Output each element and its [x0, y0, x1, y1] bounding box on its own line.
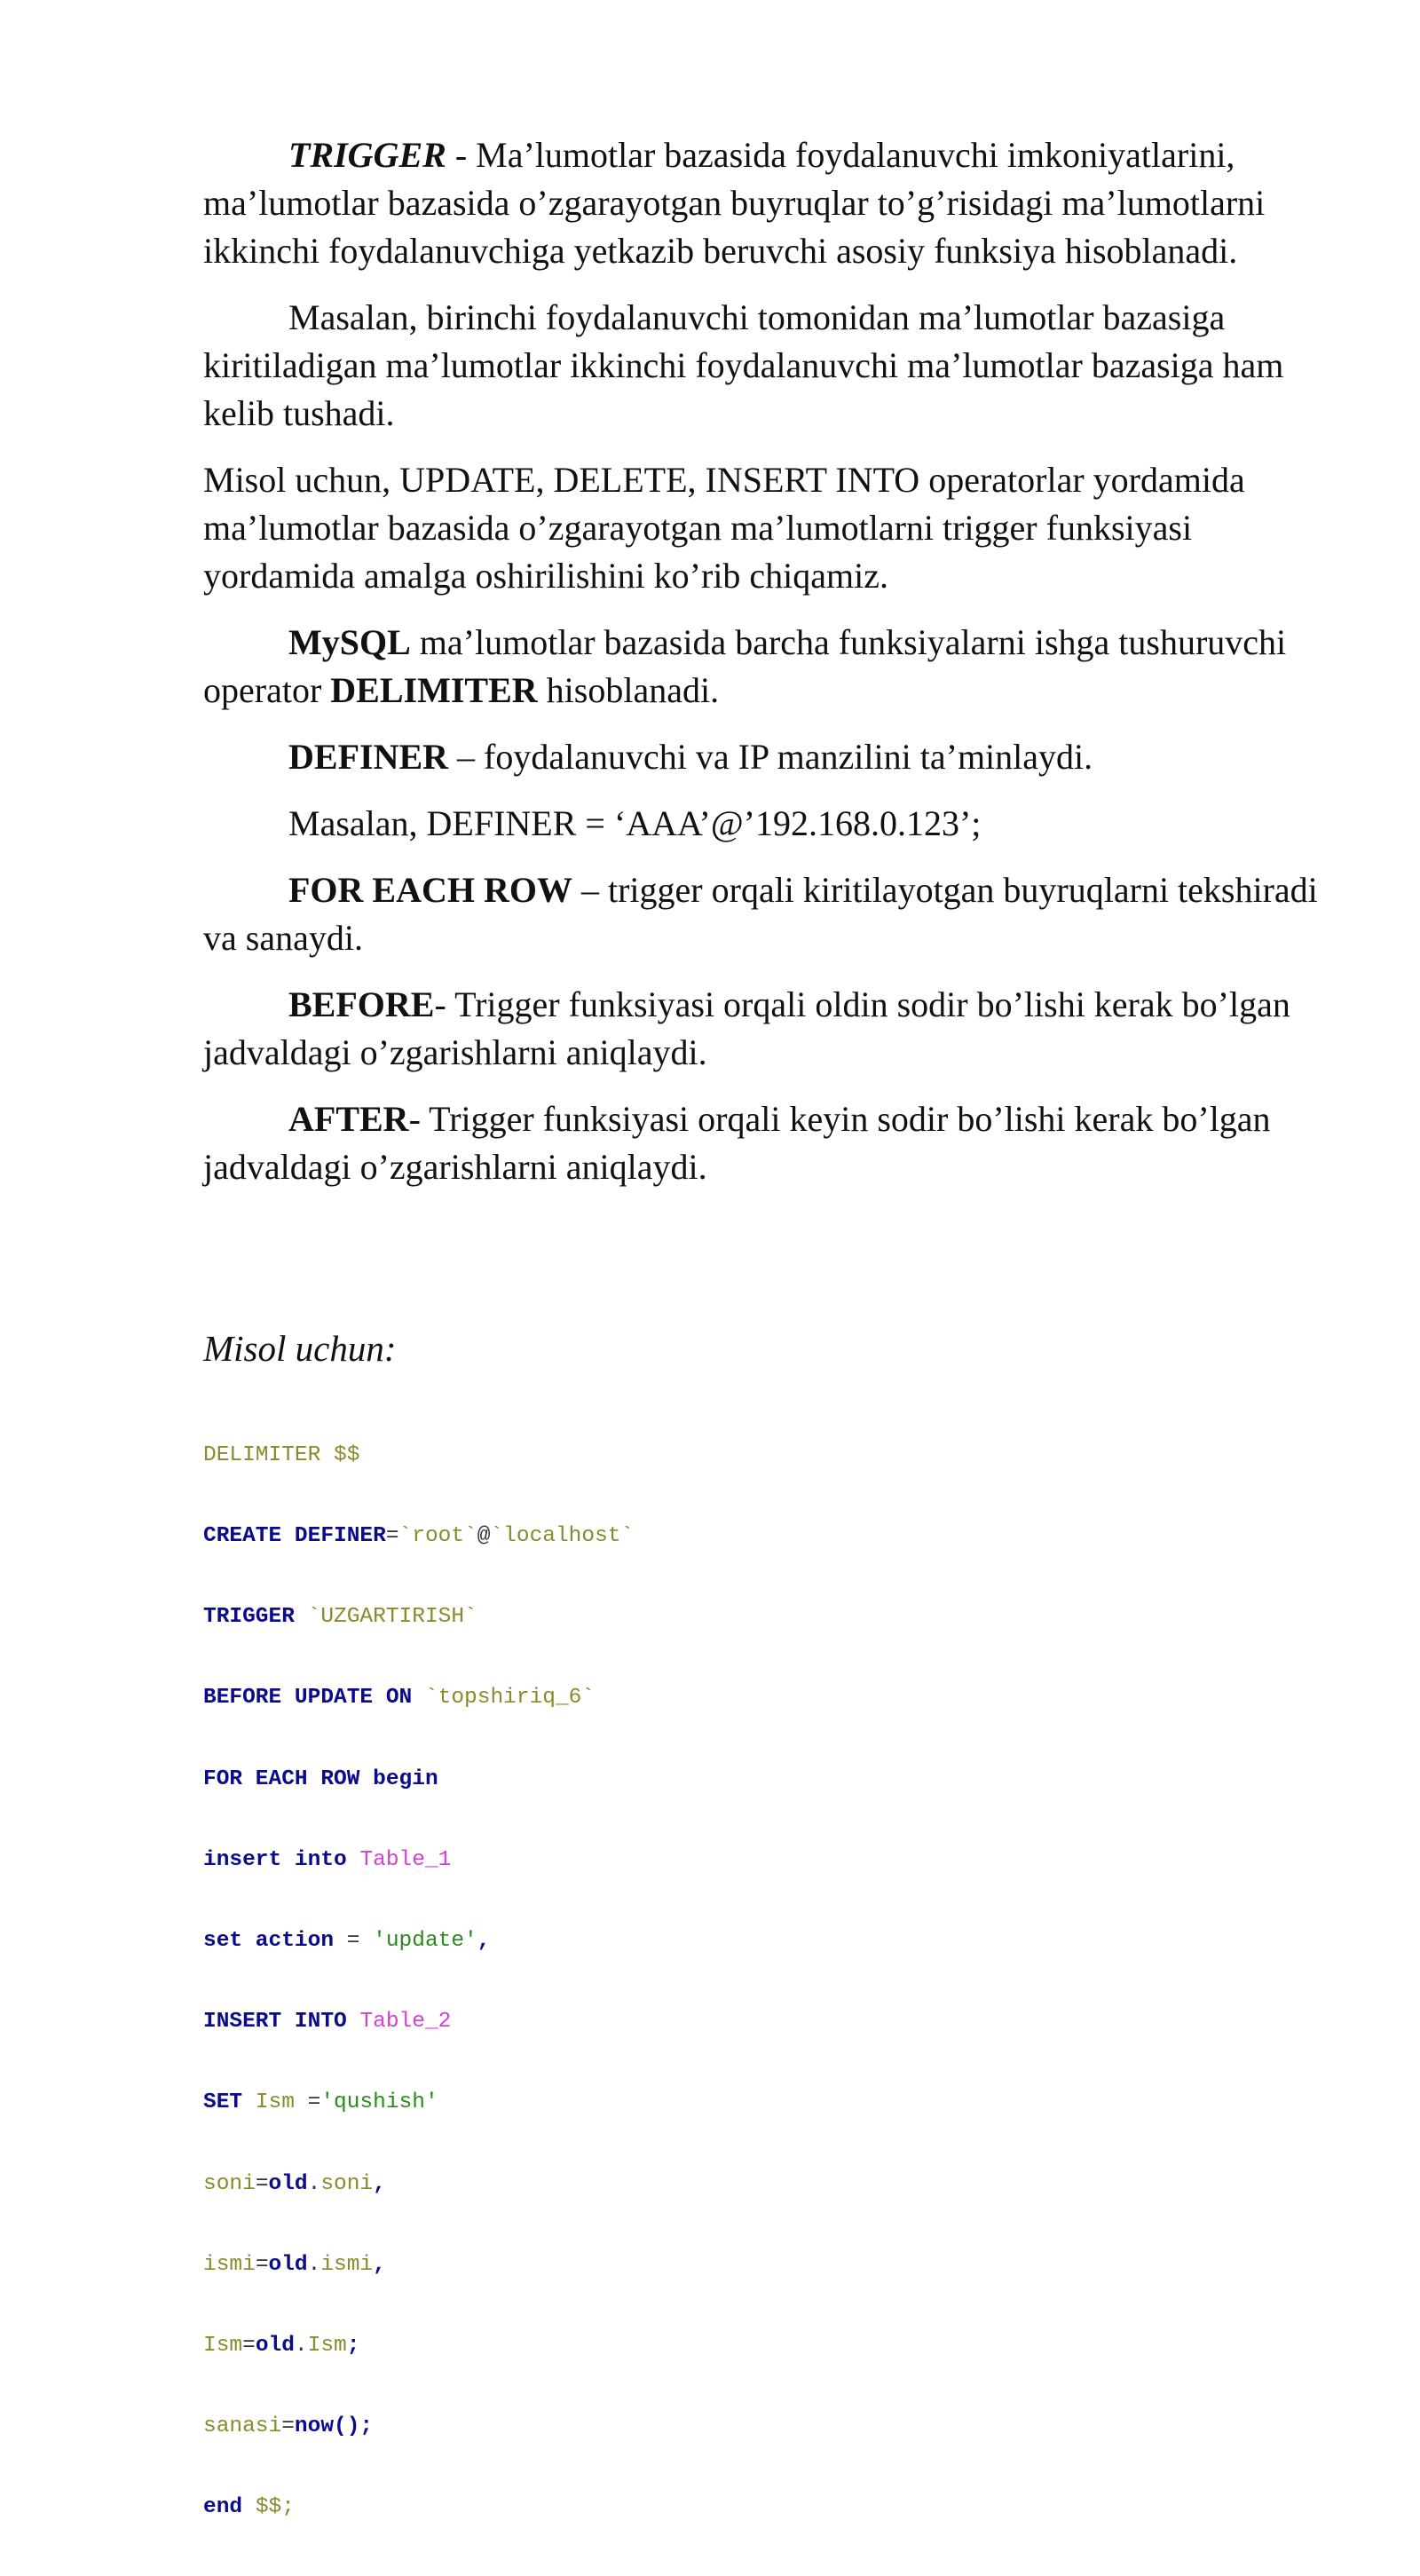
code-token: ();	[334, 2414, 374, 2439]
term-definer: DEFINER	[288, 737, 449, 777]
code-token: old	[268, 2171, 308, 2196]
code-line	[203, 1766, 634, 1793]
code-token: ;	[346, 2334, 360, 2359]
paragraph-text: - Trigger funksiyasi orqali oldin sodir bo’lishi kerak bo’lgan jadvaldagi o’zgarishlarni aniqlaydi.	[203, 984, 1290, 1072]
code-token: BEFORE UPDATE ON	[203, 1686, 413, 1711]
paragraph-text: - Ma’lumotlar bazasida foydalanuvchi imkoniyatlarini, ma’lumotlar bazasida o’zgarayotgan buyruqlar to’g’risidagi ma’lumotlarni ikkinchi foydalanuvchiga yetkazib beruvchi asosiy funksiya hisoblanadi.	[203, 135, 1266, 271]
code-token: =	[385, 1524, 399, 1549]
paragraph-text: – foydalanuvchi va IP manzilini ta’minlaydi.	[448, 737, 1093, 777]
code-token: FOR EACH ROW begin	[203, 1766, 438, 1791]
code-token: soni	[320, 2171, 374, 2196]
code-token: insert into	[203, 1847, 347, 1872]
example-heading: Misol uchun:	[203, 1328, 397, 1369]
code-token: Table_2	[359, 2010, 452, 2035]
code-token: =	[281, 2414, 295, 2439]
term-after: AFTER	[288, 1099, 409, 1139]
code-token: `localhost`	[490, 1524, 635, 1549]
code-token: end	[203, 2495, 243, 2520]
code-token: $$;	[255, 2495, 295, 2520]
code-token: 'update'	[373, 1929, 477, 1954]
code-block	[203, 1388, 634, 2576]
code-token: 'qushish'	[320, 2090, 438, 2115]
paragraph-text: - Trigger funksiyasi orqali keyin sodir bo’lishi kerak bo’lgan jadvaldagi o’zgarishlarni aniqlaydi.	[203, 1099, 1271, 1187]
code-line	[203, 1523, 634, 1550]
code-token: now	[294, 2414, 335, 2439]
term-before: BEFORE	[288, 984, 435, 1024]
code-token: TRIGGER	[203, 1605, 295, 1630]
code-token: =	[255, 2171, 269, 2196]
code-token: =	[334, 1929, 374, 1954]
code-token	[242, 2090, 256, 2114]
code-line	[203, 2333, 634, 2359]
code-line	[203, 1604, 634, 1631]
code-token: DELIMITER $$	[203, 1442, 360, 1467]
code-token	[347, 2010, 360, 2034]
term-for-each-row: FOR EACH ROW	[288, 870, 572, 910]
term-trigger: TRIGGER	[288, 135, 446, 175]
code-token: ,	[373, 2252, 386, 2277]
code-token: ismi	[203, 2252, 256, 2277]
paragraph-text: ma’lumotlar bazasida barcha funksiyalarni ishga tushuruvchi operator	[203, 622, 1287, 710]
paragraph-mysql	[203, 619, 1330, 715]
paragraph-example	[203, 294, 1330, 438]
paragraph-definer	[203, 733, 1330, 781]
code-line	[203, 1442, 634, 1469]
code-token: CREATE DEFINER	[203, 1524, 386, 1549]
code-token: `root`	[398, 1524, 477, 1549]
code-line	[203, 2090, 634, 2116]
paragraph-before	[203, 981, 1330, 1077]
code-token: old	[268, 2252, 308, 2277]
term-delimiter: DELIMITER	[330, 670, 538, 710]
code-token: .	[294, 2334, 308, 2359]
code-token	[295, 1605, 308, 1629]
code-token: =	[294, 2090, 321, 2115]
code-token: sanasi	[203, 2414, 282, 2439]
code-token: @	[477, 1524, 491, 1549]
paragraph-operators	[203, 456, 1330, 600]
code-line	[203, 1847, 634, 1874]
code-token: old	[255, 2334, 295, 2359]
paragraph-trigger	[203, 131, 1330, 275]
document-body	[203, 131, 1330, 1210]
code-line	[203, 2009, 634, 2035]
paragraph-text: Masalan, DEFINER = ‘AAA’@’192.168.0.123’;	[288, 803, 982, 843]
code-token: Ism	[307, 2334, 347, 2359]
code-token	[412, 1686, 425, 1710]
paragraph-definer-example	[203, 800, 1330, 848]
code-token: soni	[203, 2171, 256, 2196]
term-mysql: MySQL	[288, 622, 411, 662]
code-line	[203, 1928, 634, 1955]
paragraph-after	[203, 1095, 1330, 1191]
code-line	[203, 1685, 634, 1711]
code-token: set action	[203, 1929, 335, 1954]
code-token: INSERT INTO	[203, 2010, 347, 2035]
code-token: `topshiriq_6`	[424, 1686, 596, 1711]
paragraph-text: – trigger orqali kiritilayotgan buyruqlarni tekshiradi va sanaydi.	[203, 870, 1318, 958]
code-line	[203, 2252, 634, 2279]
code-token: .	[307, 2171, 321, 2196]
code-line	[203, 2494, 634, 2521]
paragraph-text: Masalan, birinchi foydalanuvchi tomonidan ma’lumotlar bazasiga kiritiladigan ma’lumotlar ikkinchi foydalanuvchi ma’lumotlar bazasiga ham kelib tushadi.	[203, 297, 1284, 433]
code-token: =	[242, 2334, 256, 2359]
code-token: ,	[373, 2171, 386, 2196]
code-token	[242, 2495, 256, 2519]
code-line	[203, 2171, 634, 2198]
code-token: ismi	[320, 2252, 374, 2277]
code-token	[347, 1848, 360, 1872]
code-token: Table_1	[359, 1847, 452, 1872]
paragraph-text: Misol uchun, UPDATE, DELETE, INSERT INTO operatorlar yordamida ma’lumotlar bazasida o’zgarayotgan ma’lumotlarni trigger funksiyasi yordamida amalga oshirilishini ko’rib chiqamiz.	[203, 460, 1245, 596]
paragraph-text: hisoblanadi.	[537, 670, 720, 710]
paragraph-for-each-row	[203, 866, 1330, 962]
code-token: `UZGARTIRISH`	[307, 1605, 477, 1630]
code-token: Ism	[203, 2334, 243, 2359]
code-token: SET	[203, 2090, 243, 2115]
code-line	[203, 2414, 634, 2440]
code-token: .	[307, 2252, 321, 2277]
code-token: ,	[477, 1929, 491, 1954]
code-token: Ism	[255, 2090, 295, 2115]
code-token: =	[255, 2252, 269, 2277]
